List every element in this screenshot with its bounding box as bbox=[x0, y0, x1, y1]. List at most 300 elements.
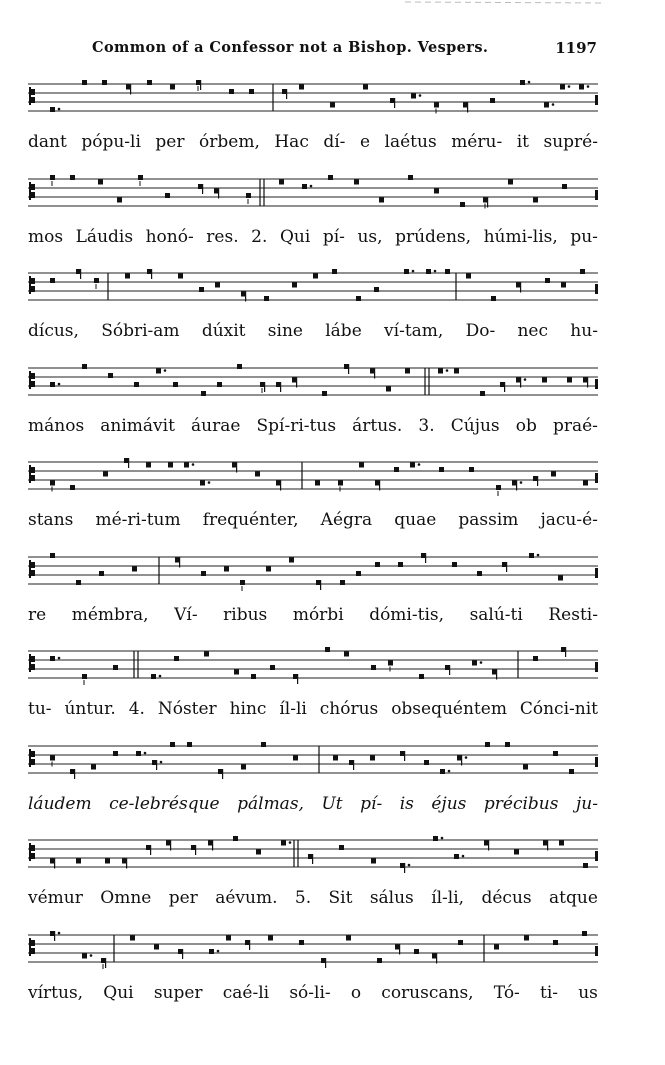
lyric-word: sálus bbox=[369, 888, 414, 908]
neume-note bbox=[233, 836, 238, 841]
neume-stem bbox=[520, 283, 521, 293]
neume-stem bbox=[280, 481, 281, 491]
neume-note bbox=[386, 386, 391, 391]
neume-note bbox=[184, 463, 189, 468]
neume-note bbox=[561, 283, 566, 288]
neume-note bbox=[168, 463, 173, 468]
custos bbox=[595, 946, 598, 956]
neume-stem bbox=[496, 670, 497, 680]
lyric-word: frequénter, bbox=[202, 510, 299, 530]
neume-stem bbox=[436, 953, 437, 963]
lyric-word: ju- bbox=[575, 793, 598, 814]
neume-stem bbox=[565, 647, 566, 657]
lyric-word: mos bbox=[28, 226, 64, 247]
staff bbox=[28, 173, 598, 218]
neume-stem bbox=[126, 859, 127, 869]
neume-note bbox=[138, 175, 143, 180]
neume-note bbox=[438, 368, 443, 373]
mora-dot bbox=[164, 369, 167, 372]
lyric-word: ti- bbox=[540, 982, 559, 1003]
neume-note bbox=[113, 665, 118, 670]
neume-stem bbox=[296, 377, 297, 387]
lyric-word: hu- bbox=[570, 321, 598, 341]
mora-dot bbox=[552, 103, 555, 106]
neume-note bbox=[293, 755, 298, 760]
neume-note bbox=[173, 382, 178, 387]
lyric-word: atque bbox=[549, 888, 598, 908]
neume-note bbox=[136, 751, 141, 756]
neume-note bbox=[240, 580, 245, 585]
neume-note bbox=[151, 674, 156, 679]
neume-note bbox=[289, 557, 294, 562]
neume-note bbox=[98, 179, 103, 184]
neume-note bbox=[490, 98, 495, 103]
running-title: Common of a Confessor not a Bishop. Vespers. bbox=[92, 39, 489, 56]
neume-note bbox=[94, 278, 99, 283]
neume-note bbox=[405, 368, 410, 373]
neume-stem bbox=[170, 841, 171, 851]
page-number: 1197 bbox=[555, 39, 597, 57]
neume-note bbox=[217, 382, 222, 387]
mora-dot bbox=[289, 841, 292, 844]
neume-note bbox=[268, 935, 273, 940]
neume-note bbox=[508, 179, 513, 184]
neume-note bbox=[375, 562, 380, 567]
lyric-word: íl-li, bbox=[431, 888, 465, 908]
lyric-word: mé-ri-tum bbox=[95, 510, 181, 530]
neume-note bbox=[419, 674, 424, 679]
lyric-line bbox=[28, 983, 598, 1011]
mora-dot bbox=[208, 481, 211, 484]
neume-note bbox=[328, 175, 333, 180]
neume-note bbox=[339, 845, 344, 850]
neume-note bbox=[560, 85, 565, 90]
neume-stem bbox=[80, 269, 81, 279]
neume-note bbox=[302, 184, 307, 189]
neume-stem bbox=[425, 553, 426, 563]
chant-system bbox=[28, 78, 598, 173]
neume-note bbox=[266, 566, 271, 571]
neume-note bbox=[154, 944, 159, 949]
neume-note bbox=[147, 80, 152, 85]
neume-note bbox=[374, 287, 379, 292]
neume-note bbox=[485, 742, 490, 747]
neume-note bbox=[130, 935, 135, 940]
neume-note bbox=[477, 571, 482, 576]
neume-note bbox=[82, 953, 87, 958]
neume-stem bbox=[404, 863, 405, 873]
neume-stem bbox=[128, 458, 129, 468]
neume-stem bbox=[264, 382, 265, 392]
neume-note bbox=[200, 481, 205, 486]
lyric-word: per bbox=[155, 132, 185, 152]
staff bbox=[28, 267, 598, 312]
neume-note bbox=[187, 742, 192, 747]
mora-dot bbox=[58, 382, 61, 385]
neume-note bbox=[371, 859, 376, 864]
staff bbox=[28, 551, 598, 596]
neume-stem bbox=[461, 755, 462, 765]
neume-note bbox=[544, 103, 549, 108]
lyric-word: praé- bbox=[552, 415, 598, 436]
lyric-word: lábe bbox=[325, 321, 362, 341]
lyric-word: Cónci-nit bbox=[519, 699, 598, 719]
mora-dot bbox=[537, 553, 540, 556]
lyric-word: chórus bbox=[319, 699, 379, 719]
neume-note bbox=[264, 296, 269, 301]
neume-note bbox=[70, 175, 75, 180]
lyric-word: 2. bbox=[251, 226, 268, 247]
neume-note bbox=[165, 193, 170, 198]
neume-stem bbox=[449, 665, 450, 675]
neume-note bbox=[454, 854, 459, 859]
lyric-word: laétus bbox=[384, 132, 437, 152]
lyric-word: jacu-é- bbox=[540, 510, 598, 530]
neume-note bbox=[404, 269, 409, 274]
c-clef bbox=[29, 560, 35, 578]
lyric-word: o bbox=[350, 982, 362, 1003]
lyric-word: Ut bbox=[321, 793, 343, 814]
lyric-word: sine bbox=[267, 321, 303, 341]
neume-note bbox=[113, 751, 118, 756]
lyric-word: prúdens, bbox=[395, 226, 472, 247]
c-clef bbox=[29, 465, 35, 483]
neume-note bbox=[299, 940, 304, 945]
neume-stem bbox=[537, 476, 538, 486]
neume-note bbox=[394, 467, 399, 472]
neume-note bbox=[76, 580, 81, 585]
mora-dot bbox=[90, 954, 93, 957]
neume-note bbox=[134, 382, 139, 387]
neume-stem bbox=[179, 557, 180, 567]
lyric-word: passim bbox=[458, 510, 519, 530]
neume-note bbox=[359, 463, 364, 468]
staff bbox=[28, 645, 598, 690]
neume-note bbox=[50, 481, 55, 486]
lyric-word: hinc bbox=[229, 699, 267, 719]
neume-note bbox=[505, 742, 510, 747]
neume-note bbox=[410, 463, 415, 468]
neume-stem bbox=[404, 751, 405, 761]
neume-note bbox=[340, 580, 345, 585]
lyric-word: láudem bbox=[28, 793, 92, 814]
neume-note bbox=[580, 269, 585, 274]
neume-note bbox=[199, 287, 204, 292]
lyric-word: dí- bbox=[323, 132, 346, 152]
neume-note bbox=[338, 481, 343, 486]
c-clef bbox=[29, 371, 35, 389]
neume-note bbox=[50, 382, 55, 387]
mora-dot bbox=[434, 270, 437, 273]
lyric-word: Nóster bbox=[157, 699, 217, 719]
lyric-line bbox=[28, 888, 598, 916]
lyric-word: Qui bbox=[279, 226, 311, 247]
lyric-line bbox=[28, 605, 598, 633]
neume-note bbox=[553, 940, 558, 945]
neume-note bbox=[299, 85, 304, 90]
mora-dot bbox=[587, 85, 590, 88]
custos bbox=[595, 284, 598, 294]
neume-note bbox=[256, 850, 261, 855]
c-clef bbox=[29, 749, 35, 767]
lyric-word: Do- bbox=[465, 321, 496, 341]
neume-stem bbox=[394, 98, 395, 108]
neume-stem bbox=[200, 80, 201, 90]
neume-note bbox=[379, 197, 384, 202]
neume-note bbox=[583, 481, 588, 486]
mora-dot bbox=[418, 463, 421, 466]
lyric-word: ob bbox=[515, 415, 537, 436]
lyric-line bbox=[28, 227, 598, 255]
neume-note bbox=[224, 566, 229, 571]
neume-note bbox=[433, 836, 438, 841]
lyric-word: ví-tam, bbox=[384, 321, 444, 341]
neume-note bbox=[533, 656, 538, 661]
neume-note bbox=[545, 278, 550, 283]
neume-note bbox=[370, 755, 375, 760]
neume-note bbox=[102, 80, 107, 85]
neume-note bbox=[215, 283, 220, 288]
page-header bbox=[0, 39, 665, 63]
lyric-word: mórbi bbox=[292, 604, 344, 625]
neume-note bbox=[494, 944, 499, 949]
neume-stem bbox=[130, 85, 131, 95]
neume-note bbox=[281, 841, 286, 846]
lyric-word: us, bbox=[357, 226, 383, 247]
neume-stem bbox=[399, 944, 400, 954]
neume-note bbox=[76, 859, 81, 864]
staff bbox=[28, 740, 598, 785]
neume-stem bbox=[54, 859, 55, 869]
lyric-line bbox=[28, 132, 598, 160]
neume-stem bbox=[353, 760, 354, 770]
neume-stem bbox=[547, 841, 548, 851]
lyric-word: pí- bbox=[322, 226, 345, 247]
neume-stem bbox=[245, 292, 246, 302]
chant-system bbox=[28, 267, 598, 362]
lyric-word: tu- bbox=[28, 699, 52, 719]
neume-note bbox=[514, 850, 519, 855]
lyric-word: ártus. bbox=[352, 415, 403, 436]
c-clef bbox=[29, 654, 35, 672]
neume-note bbox=[356, 296, 361, 301]
chant-system bbox=[28, 456, 598, 551]
mora-dot bbox=[58, 657, 61, 660]
mora-dot bbox=[446, 369, 449, 372]
lyric-line bbox=[28, 794, 598, 822]
lyric-word: is bbox=[399, 793, 414, 814]
lyric-word: vémur bbox=[28, 888, 83, 908]
neume-note bbox=[460, 202, 465, 207]
neume-note bbox=[178, 274, 183, 279]
neume-note bbox=[226, 935, 231, 940]
neume-note bbox=[246, 193, 251, 198]
lyric-word: décus bbox=[481, 888, 532, 908]
chant-system bbox=[28, 834, 598, 929]
neume-note bbox=[170, 85, 175, 90]
lyric-word: dant bbox=[28, 132, 67, 152]
chant-system bbox=[28, 740, 598, 835]
lyric-word: pí- bbox=[360, 793, 383, 814]
neume-stem bbox=[156, 760, 157, 770]
mora-dot bbox=[462, 855, 465, 858]
neume-note bbox=[209, 949, 214, 954]
neume-note bbox=[579, 85, 584, 90]
neume-stem bbox=[467, 103, 468, 113]
neume-note bbox=[50, 175, 55, 180]
neume-note bbox=[445, 269, 450, 274]
chant-system bbox=[28, 551, 598, 646]
mora-dot bbox=[568, 85, 571, 88]
chant-system bbox=[28, 362, 598, 457]
neume-stem bbox=[212, 841, 213, 851]
lyric-word: méru- bbox=[451, 132, 503, 152]
lyric-word: 3. bbox=[418, 415, 435, 436]
mora-dot bbox=[465, 756, 468, 759]
neume-note bbox=[558, 575, 563, 580]
neume-note bbox=[332, 269, 337, 274]
lyric-line bbox=[28, 416, 598, 444]
neume-note bbox=[251, 674, 256, 679]
lyric-line bbox=[28, 510, 598, 538]
lyric-word: pálmas, bbox=[237, 793, 304, 814]
mora-dot bbox=[408, 864, 411, 867]
neume-note bbox=[377, 958, 382, 963]
neume-note bbox=[458, 940, 463, 945]
neume-note bbox=[371, 665, 376, 670]
neume-note bbox=[249, 89, 254, 94]
neume-note bbox=[562, 184, 567, 189]
mora-dot bbox=[192, 463, 195, 466]
staff bbox=[28, 456, 598, 501]
mora-dot bbox=[480, 661, 483, 664]
lyric-word: Qui bbox=[103, 982, 134, 1003]
lyric-word: Sit bbox=[328, 888, 353, 908]
neume-note bbox=[533, 197, 538, 202]
mora-dot bbox=[524, 378, 527, 381]
neume-note bbox=[105, 859, 110, 864]
neume-stem bbox=[182, 949, 183, 959]
lyric-word: res. bbox=[206, 226, 239, 247]
neume-note bbox=[201, 571, 206, 576]
lyric-word: íl-li bbox=[279, 699, 307, 719]
staff bbox=[28, 929, 598, 974]
custos bbox=[595, 662, 598, 672]
neume-note bbox=[325, 647, 330, 652]
neume-note bbox=[237, 364, 242, 369]
mora-dot bbox=[412, 270, 415, 273]
lyric-word: Ví- bbox=[174, 604, 198, 625]
lyric-word: re bbox=[28, 604, 47, 625]
lyric-word: ce-lebrésque bbox=[109, 793, 220, 814]
neume-note bbox=[559, 841, 564, 846]
custos bbox=[595, 379, 598, 389]
neume-note bbox=[170, 742, 175, 747]
lyric-word: us bbox=[578, 982, 598, 1003]
lyric-word: dícus, bbox=[28, 321, 79, 341]
neume-stem bbox=[105, 958, 106, 968]
neume-note bbox=[414, 949, 419, 954]
lyric-word: mános bbox=[28, 415, 85, 436]
neume-stem bbox=[280, 382, 281, 392]
neume-stem bbox=[506, 562, 507, 572]
neume-note bbox=[469, 467, 474, 472]
lyric-word: úntur. bbox=[64, 699, 116, 719]
neume-note bbox=[322, 391, 327, 396]
staff bbox=[28, 834, 598, 879]
lyric-word: ribus bbox=[223, 604, 268, 625]
lyric-word: honó- bbox=[145, 226, 194, 247]
lyric-word: Omne bbox=[100, 888, 152, 908]
mora-dot bbox=[528, 81, 531, 84]
chant-system bbox=[28, 173, 598, 268]
neume-note bbox=[454, 368, 459, 373]
lyric-word: pópu-li bbox=[81, 132, 141, 152]
lyric-word: stans bbox=[28, 510, 74, 530]
mora-dot bbox=[160, 760, 163, 763]
neume-stem bbox=[151, 269, 152, 279]
neume-stem bbox=[487, 197, 488, 207]
neume-note bbox=[440, 769, 445, 774]
neume-note bbox=[344, 652, 349, 657]
neume-note bbox=[241, 764, 246, 769]
neume-note bbox=[553, 751, 558, 756]
lyric-word: obsequéntem bbox=[391, 699, 507, 719]
neume-note bbox=[551, 472, 556, 477]
lyric-line bbox=[28, 699, 598, 727]
mora-dot bbox=[310, 184, 313, 187]
custos bbox=[595, 851, 598, 861]
neume-note bbox=[542, 377, 547, 382]
lyric-word: per bbox=[168, 888, 198, 908]
custos bbox=[595, 568, 598, 578]
neume-note bbox=[354, 179, 359, 184]
neume-stem bbox=[195, 845, 196, 855]
neume-note bbox=[313, 274, 318, 279]
lyric-word: Láudis bbox=[75, 226, 134, 247]
neume-note bbox=[346, 935, 351, 940]
lyric-word: e bbox=[359, 132, 371, 152]
mora-dot bbox=[144, 751, 147, 754]
neume-note bbox=[452, 562, 457, 567]
mora-dot bbox=[58, 931, 61, 934]
neume-note bbox=[333, 755, 338, 760]
c-clef bbox=[29, 843, 35, 861]
neume-note bbox=[117, 197, 122, 202]
neume-stem bbox=[516, 481, 517, 491]
mora-dot bbox=[441, 837, 444, 840]
neume-note bbox=[426, 269, 431, 274]
neume-stem bbox=[297, 674, 298, 684]
lyric-line bbox=[28, 321, 598, 349]
neume-note bbox=[439, 467, 444, 472]
neume-note bbox=[234, 670, 239, 675]
lyric-word: it bbox=[516, 132, 529, 152]
neume-stem bbox=[348, 364, 349, 374]
neume-note bbox=[472, 661, 477, 666]
lyric-word: Spí-ri-tus bbox=[256, 415, 337, 436]
neume-note bbox=[82, 364, 87, 369]
lyric-word: salú-ti bbox=[469, 604, 523, 625]
neume-stem bbox=[320, 580, 321, 590]
lyric-word: Aégra bbox=[320, 510, 373, 530]
mora-dot bbox=[159, 675, 162, 678]
neume-stem bbox=[504, 382, 505, 392]
neume-note bbox=[50, 278, 55, 283]
neume-note bbox=[388, 661, 393, 666]
neume-note bbox=[82, 80, 87, 85]
lyric-word: nec bbox=[517, 321, 549, 341]
